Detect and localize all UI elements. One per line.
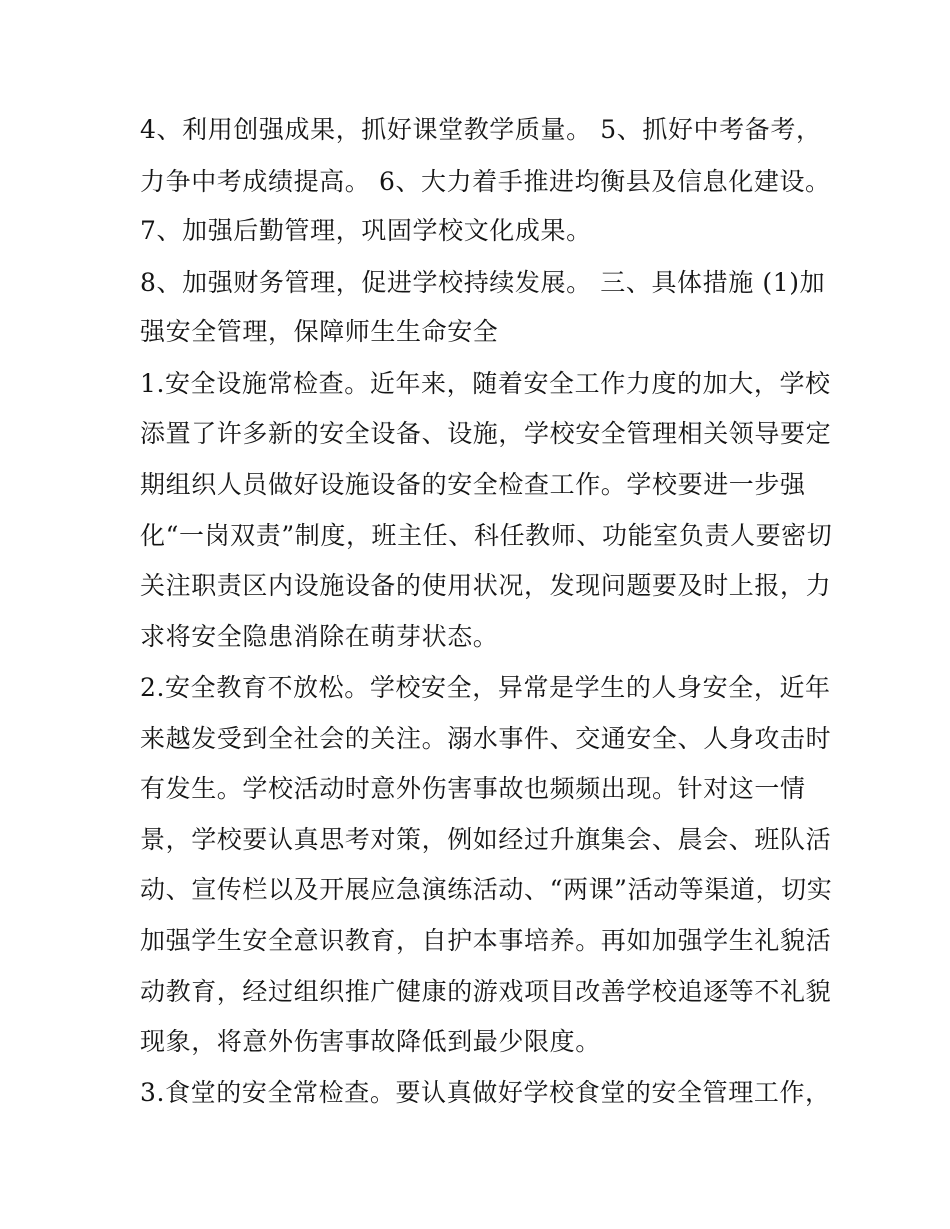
- text-line: 强安全管理，保障师生生命安全: [140, 317, 499, 346]
- text-line: 景，学校要认真思考对策，例如经过升旗集会、晨会、班队活: [140, 825, 832, 854]
- text-line: 有发生。学校活动时意外伤害事故也频频出现。针对这一情: [140, 774, 806, 803]
- text-line: 求将安全隐患消除在萌芽状态。: [140, 622, 499, 651]
- text-line: 动、宣传栏以及开展应急演练活动、“两课”活动等渠道，切实: [140, 875, 833, 904]
- text-line: 期组织人员做好设施设备的安全检查工作。学校要进一步强: [140, 470, 806, 499]
- text-line: 来越发受到全社会的关注。溺水事件、交通安全、人身攻击时: [140, 724, 832, 753]
- text-line: 力争中考成绩提高。 6、大力着手推进均衡县及信息化建设。: [140, 167, 831, 196]
- text-line: 关注职责区内设施设备的使用状况，发现问题要及时上报，力: [140, 571, 832, 600]
- text-line: 化“一岗双责”制度，班主任、科任教师、功能室负责人要密切: [140, 521, 833, 550]
- text-line: 1.安全设施常检查。近年来，随着安全工作力度的加大，学校: [140, 369, 831, 398]
- text-line: 3.食堂的安全常检查。要认真做好学校食堂的安全管理工作，: [140, 1078, 831, 1107]
- text-line: 现象，将意外伤害事故降低到最少限度。: [140, 1027, 601, 1056]
- text-line: 8、加强财务管理，促进学校持续发展。 三、具体措施 (1)加: [140, 268, 826, 297]
- text-line: 动教育，经过组织推广健康的游戏项目改善学校追逐等不礼貌: [140, 977, 832, 1006]
- text-line: 4、利用创强成果，抓好课堂教学质量。 5、抓好中考备考，: [140, 115, 822, 144]
- text-line: 添置了许多新的安全设备、设施，学校安全管理相关领导要定: [140, 419, 832, 448]
- text-line: 2.安全教育不放松。学校安全，异常是学生的人身安全，近年: [140, 673, 831, 702]
- text-line: 7、加强后勤管理，巩固学校文化成果。: [140, 216, 592, 245]
- text-line: 加强学生安全意识教育，自护本事培养。再如加强学生礼貌活: [140, 926, 832, 955]
